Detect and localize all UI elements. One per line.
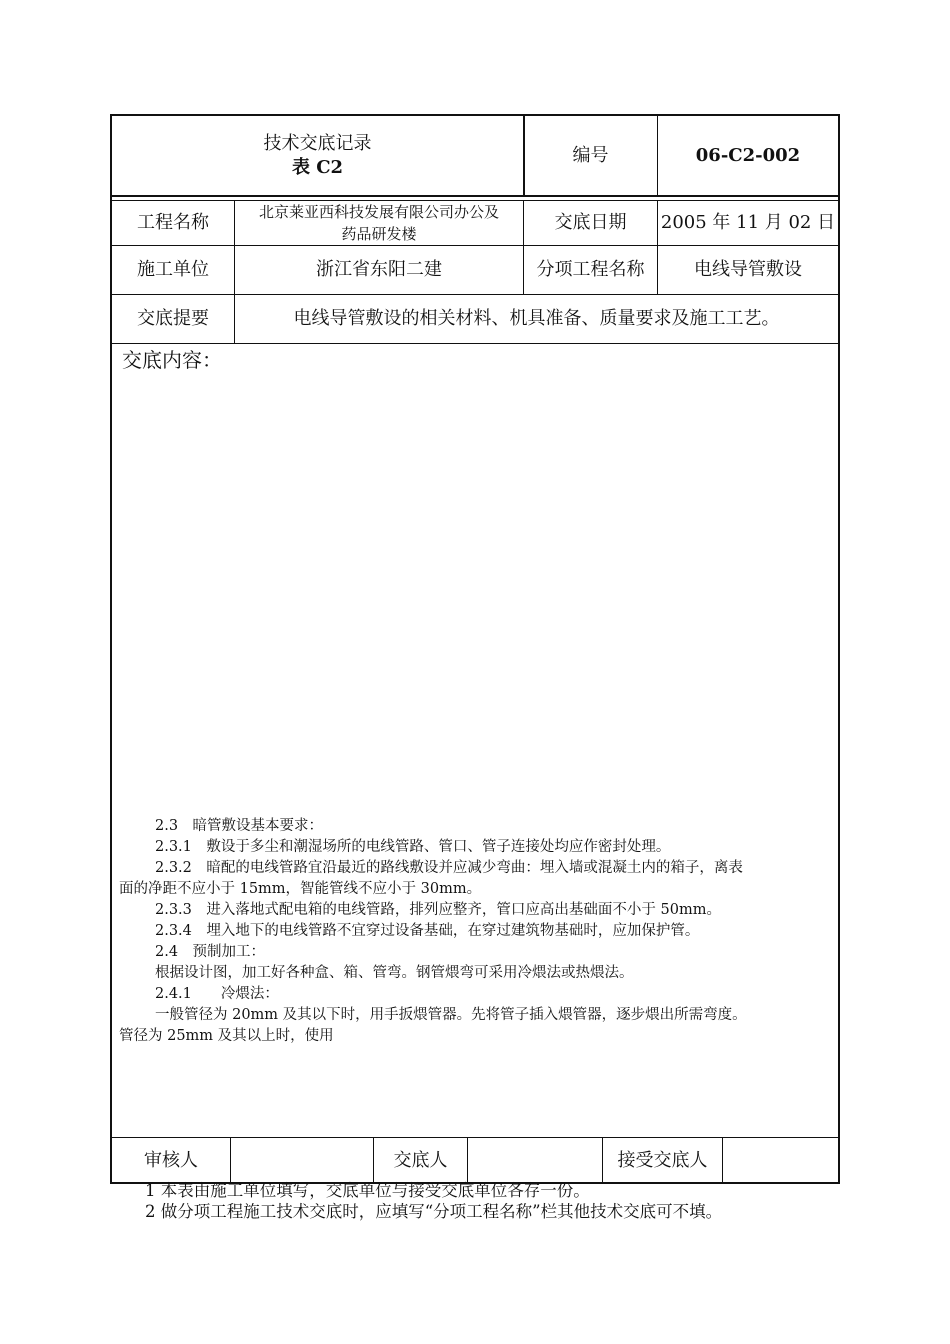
content-line: 2.3.4 埋入地下的电线管路不宜穿过设备基础，在穿过建筑物基础时，应加保护管。: [155, 923, 700, 939]
number-label: 编号: [572, 144, 609, 166]
project-name-value: [235, 201, 523, 245]
construction-unit-value: 浙江省东阳二建: [316, 259, 442, 280]
content-line: 一般管径为 20mm 及其以下时，用手扳煨管器。先将管子插入煨管器，逐步煨出所需弯度。: [155, 1007, 747, 1023]
project-name-line1: 北京莱亚西科技发展有限公司办公及: [258, 203, 499, 221]
number-value: 06-C2-002: [695, 144, 801, 166]
notes-1: 1 本表由施工单位填写，交底单位与接受交底单位各存一份。: [145, 1181, 590, 1200]
content-line: 面的净距不应小于 15mm，智能管线不应小于 30mm。: [119, 881, 482, 897]
subproject-label: 分项工程名称: [536, 259, 645, 280]
construction-unit-label: 施工单位: [137, 259, 209, 280]
discloser-value: [468, 1138, 602, 1184]
project-name-label: 工程名称: [137, 212, 209, 233]
form-title-main: 技术交底记录: [263, 132, 372, 154]
content-line: 2.3.1 敷设于多尘和潮湿场所的电线管路、管口、管子连接处均应作密封处理。: [155, 839, 671, 855]
form-code: 表 C2: [291, 156, 344, 178]
project-name-line2: 药品研发楼: [341, 225, 417, 243]
content-body: [119, 816, 835, 1047]
content-line: 2.4 预制加工：: [155, 944, 266, 960]
form-title: [112, 116, 523, 195]
summary-value: 电线导管敷设的相关材料、机具准备、质量要求及施工工艺。: [293, 308, 780, 329]
reviewer-value: [231, 1138, 373, 1184]
content-line: 2.4.1 冷煨法：: [155, 986, 279, 1002]
content-line: 2.3 暗管敷设基本要求：: [155, 818, 324, 834]
date-label: 交底日期: [554, 212, 627, 233]
notes-2: 2 做分项工程施工技术交底时，应填写“分项工程名称”栏其他技术交底可不填。: [145, 1202, 723, 1221]
subproject-value: 电线导管敷设: [694, 259, 802, 280]
content-line: 2.3.3 进入落地式配电箱的电线管路，排列应整齐，管口应高出基础面不小于 50mm。: [155, 902, 721, 918]
content-line: 根据设计图，加工好各种盒、箱、管弯。钢管煨弯可采用冷煨法或热煨法。: [155, 965, 634, 981]
summary-label: 交底提要: [137, 308, 209, 329]
content-line: 管径为 25mm 及其以上时，使用: [119, 1028, 334, 1044]
discloser-label: 交底人: [393, 1150, 448, 1171]
disclosure-form: [110, 114, 840, 1184]
reviewer-label: 审核人: [144, 1150, 198, 1171]
receiver-label: 接受交底人: [617, 1150, 708, 1171]
receiver-value: [723, 1138, 838, 1184]
content-line: 2.3.2 暗配的电线管路宜沿最近的路线敷设并应减少弯曲：埋入墙或混凝土内的箱子，离表: [155, 860, 743, 876]
date-value: 2005 年 11 月 02 日: [660, 212, 836, 233]
content-title: 交底内容：: [122, 348, 222, 372]
